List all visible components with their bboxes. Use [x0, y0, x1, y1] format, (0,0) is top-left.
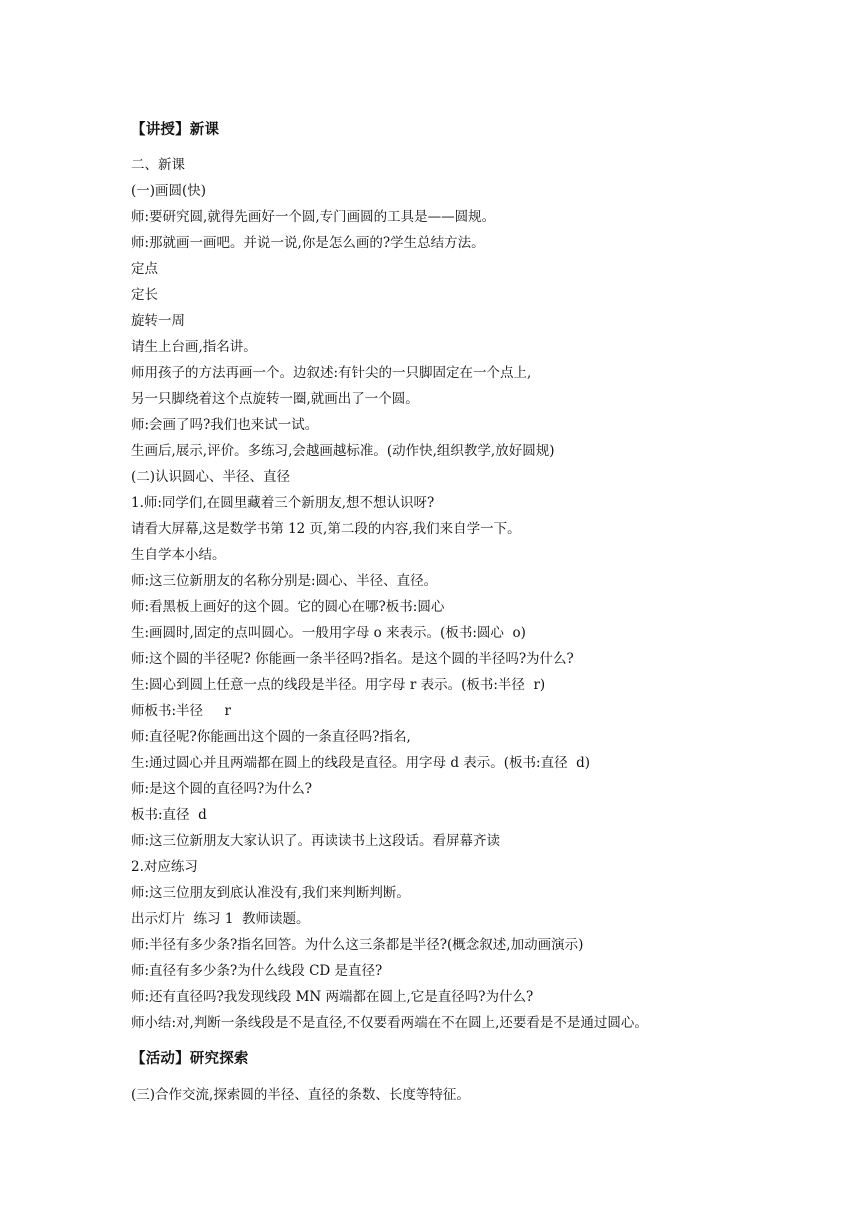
text-line: 生:圆心到圆上任意一点的线段是半径。用字母 r 表示。(板书:半径 r): [131, 677, 546, 693]
text-line: 生:画圆时,固定的点叫圆心。一般用字母 o 来表示。(板书:圆心 o): [131, 625, 526, 641]
text-line: 请看大屏幕,这是数学书第 12 页,第二段的内容,我们来自学一下。: [131, 521, 521, 537]
section-heading-lecture: 【讲授】新课: [131, 122, 220, 138]
text-line: 师:半径有多少条?指名回答。为什么这三条都是半径?(概念叙述,加动画演示): [131, 937, 584, 953]
text-line: 师小结:对,判断一条线段是不是直径,不仅要看两端在不在圆上,还要看是不是通过圆心。: [131, 1015, 648, 1031]
text-line: 另一只脚绕着这个点旋转一圈,就画出了一个圆。: [131, 391, 419, 407]
section-heading-activity: 【活动】研究探索: [131, 1051, 249, 1067]
text-line: 生画后,展示,评价。多练习,会越画越标准。(动作快,组织教学,放好圆规): [131, 443, 555, 459]
text-line: (二)认识圆心、半径、直径: [131, 469, 291, 485]
text-line: 板书:直径 d: [131, 807, 207, 823]
text-line: 师板书:半径 r: [131, 703, 231, 719]
text-line: 师:还有直径吗?我发现线段 MN 两端都在圆上,它是直径吗?为什么?: [131, 989, 534, 1005]
text-line: 师:看黑板上画好的这个圆。它的圆心在哪?板书:圆心: [131, 599, 445, 615]
text-line: 师:这三位新朋友的名称分别是:圆心、半径、直径。: [131, 573, 438, 589]
text-line: 师:这三位新朋友大家认识了。再读读书上这段话。看屏幕齐读: [131, 833, 501, 849]
text-line: 师:会画了吗?我们也来试一试。: [131, 417, 319, 433]
text-line: 旋转一周: [131, 313, 185, 329]
text-line: 师:直径有多少条?为什么线段 CD 是直径?: [131, 963, 383, 979]
text-line: 出示灯片 练习 1 教师读题。: [131, 911, 310, 927]
text-line: 师:直径呢?你能画出这个圆的一条直径吗?指名,: [131, 729, 411, 745]
text-line: (一)画圆(快): [131, 183, 207, 199]
text-line: 二、新课: [131, 157, 185, 173]
text-line: 师:那就画一画吧。并说一说,你是怎么画的?学生总结方法。: [131, 235, 485, 251]
activity-paragraph: (三)合作交流,探索圆的半径、直径的条数、长度等特征。: [131, 1087, 470, 1103]
text-line: 1.师:同学们,在圆里藏着三个新朋友,想不想认识呀?: [131, 495, 435, 511]
text-line: 师:这个圆的半径呢? 你能画一条半径吗?指名。是这个圆的半径吗?为什么?: [131, 651, 574, 667]
text-line: 请生上台画,指名讲。: [131, 339, 257, 355]
text-line: 师:这三位朋友到底认准没有,我们来判断判断。: [131, 885, 410, 901]
text-line: 生自学本小结。: [131, 547, 226, 563]
text-line: 定长: [131, 287, 158, 303]
text-line: 定点: [131, 261, 158, 277]
text-line: 师:是这个圆的直径吗?为什么?: [131, 781, 313, 797]
text-line: 师:要研究圆,就得先画好一个圆,专门画圆的工具是——圆规。: [131, 209, 496, 225]
text-line: 2.对应练习: [131, 859, 198, 875]
text-line: 生:通过圆心并且两端都在圆上的线段是直径。用字母 d 表示。(板书:直径 d): [131, 755, 591, 771]
text-line: 师用孩子的方法再画一个。边叙述:有针尖的一只脚固定在一个点上,: [131, 365, 532, 381]
lesson-text-block: [131, 152, 648, 1036]
